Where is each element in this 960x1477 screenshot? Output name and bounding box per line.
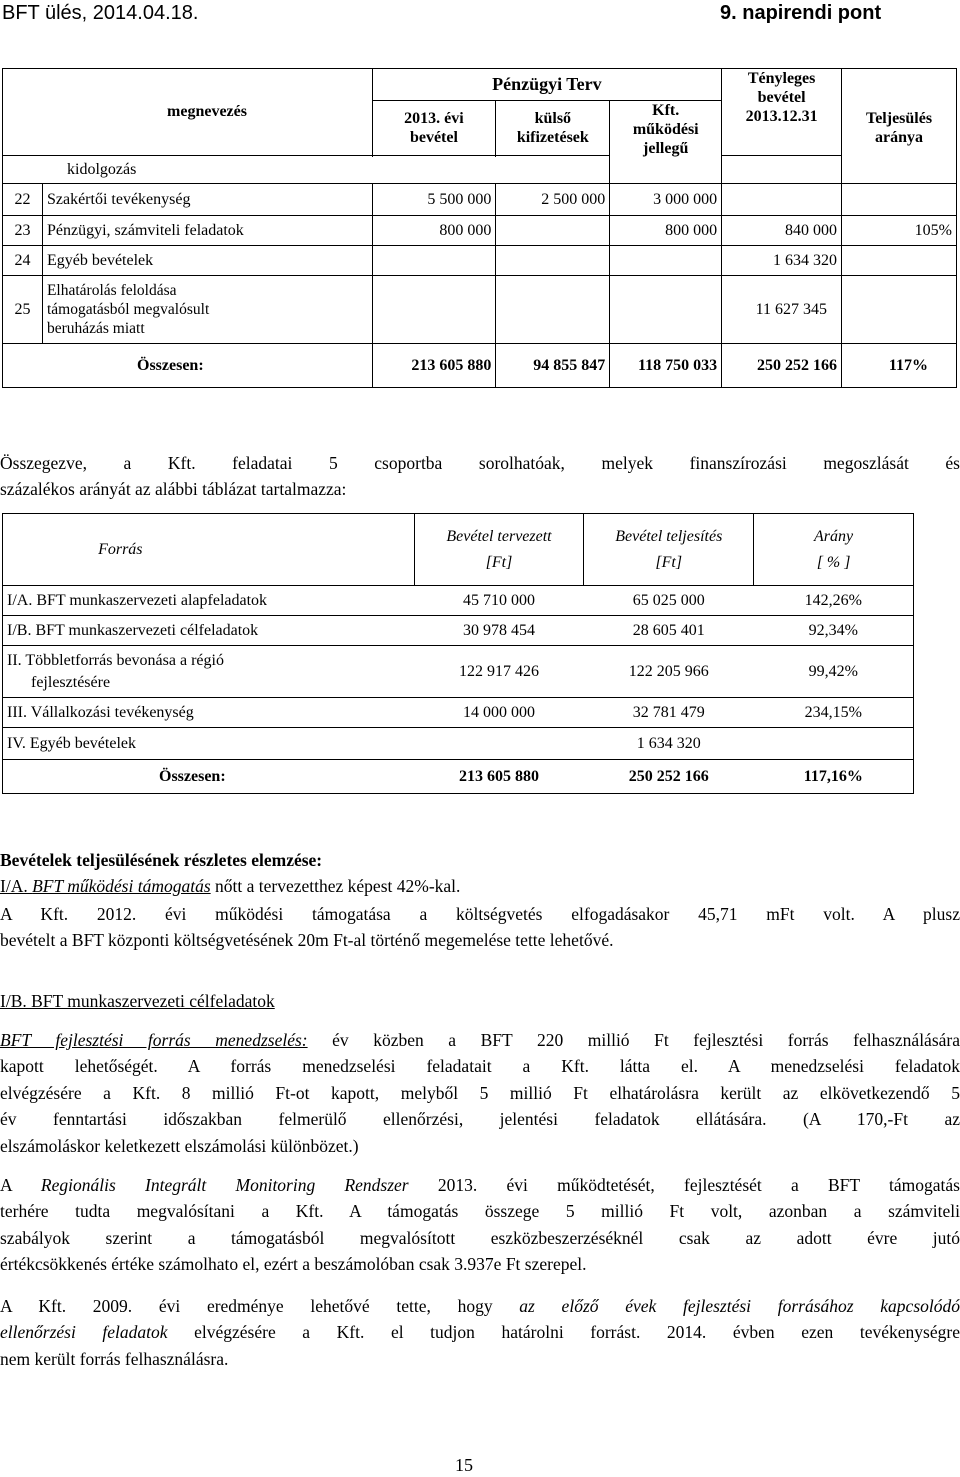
table-total-row: Összesen: 213 605 880 94 855 847 118 750 033 250 252 166 117% [3, 344, 957, 388]
intro-paragraph: Összegezve, a Kft. feladatai 5 csoportba sorolhatóak, melyek finanszírozási megoszlását és százalékos arányát az alábbi táblázat tartalmazza: [0, 453, 960, 500]
table-row: II. Többletforrás bevonása a régió fejlesztésére 122 917 426 122 205 966 99,42% [3, 646, 914, 698]
table-total-row: Összesen: 213 605 880 250 252 166 117,16% [3, 760, 914, 794]
paragraph-eredmeny: A Kft. 2009. évi eredménye lehetővé tette, hogy az előző évek fejlesztési forrásához kapcsolódó ellenőrzési feladatok elvégzésére a Kft. el tudjon határolni forrást. 2014. évben ezen tevékenységre nem került forrás felhasználásra. [0, 1296, 960, 1369]
table-row: I/A. BFT munkaszervezeti alapfeladatok 45 710 000 65 025 000 142,26% [3, 586, 914, 616]
header-right: 9. napirendi pont [720, 2, 882, 24]
table-row: 25 Elhatárolás feloldása támogatásból megvalósult beruházás miatt 11 627 345 [3, 276, 957, 344]
analysis-heading: Bevételek teljesülésének részletes elemzése: [0, 850, 323, 870]
header-left: BFT ülés, 2014.04.18. [2, 2, 199, 24]
page-number: 15 [455, 1455, 473, 1475]
section-kidolgozas: kidolgozás [3, 156, 610, 184]
source-summary-table [2, 513, 914, 794]
col-bevetel-tervezett: Bevétel tervezett [Ft] [414, 514, 584, 586]
col-forras: Forrás [3, 514, 415, 586]
ia-line: I/A. BFT működési támogatás nőtt a tervezetthez képest 42%-kal. [0, 876, 461, 896]
col-kft: Kft. működési jellegű [610, 101, 722, 184]
paragraph-monitoring: A Regionális Integrált Monitoring Rendszer 2013. évi működtetését, fejlesztését a BFT támogatás terhére tudta megvalósítani a Kft. A támogatás összege 5 millió Ft volt, azonban a számviteli szabályok szerint a támogatásból megvalósított eszközbeszerzéséknél csak az adott évre jutó értékcsökkenés értéke számolhato el, ezért a beszámolóban csak 3.937e Ft szerepel. [0, 1175, 960, 1275]
col-group-penzugyi-terv: Pénzügyi Terv [372, 69, 722, 101]
ia-paragraph: A Kft. 2012. évi működési támogatása a költségvetés elfogadásakor 45,71 mFt volt. A plusz bevételt a BFT központi költségvetésének 20m Ft-al történő megemelése tette lehetővé. [0, 904, 960, 951]
table-row: III. Vállalkozási tevékenység 14 000 000 32 781 479 234,15% [3, 698, 914, 728]
table-row: 24 Egyéb bevételek 1 634 320 [3, 246, 957, 276]
table-row: 23 Pénzügyi, számviteli feladatok 800 000 800 000 840 000 105% [3, 216, 957, 246]
table-row: I/B. BFT munkaszervezeti célfeladatok 30 978 454 28 605 401 92,34% [3, 616, 914, 646]
table-row: IV. Egyéb bevételek 1 634 320 [3, 728, 914, 760]
col-2013: 2013. évi bevétel [372, 101, 496, 156]
financial-plan-table [2, 68, 957, 388]
table-row: 22 Szakértői tevékenység 5 500 000 2 500 000 3 000 000 [3, 184, 957, 216]
ib-heading: I/B. BFT munkaszervezeti célfeladatok [0, 991, 275, 1011]
col-kulso: külső kifizetések [496, 101, 610, 156]
col-bevetel-teljesites: Bevétel teljesítés [Ft] [584, 514, 754, 586]
col-arany: Arány [ % ] [754, 514, 914, 586]
col-teljesules: Teljesülés aránya [842, 69, 957, 184]
col-tenyleges: Tényleges bevétel 2013.12.31 [722, 69, 842, 156]
paragraph-fejlesztesi-forras: BFT fejlesztési forrás menedzselés: év közben a BFT 220 millió Ft fejlesztési forrás felhasználására kapott lehetőségét. A forrás menedzselési feladatait a Kft. látta el. A menedzselési feladatok elvégzésére a Kft. 8 millió Ft-ot kapott, melyből 5 millió Ft elhatárolásra került az elkövetkezendő 5 év fenntartási időszakban felmerülő ellenőrzési, jelentési feladatok ellátására. (A 170,-Ft az elszámoláskor keletkezett elszámolási különbözet.) [0, 1030, 960, 1156]
col-megnevezes: megnevezés [42, 69, 372, 156]
